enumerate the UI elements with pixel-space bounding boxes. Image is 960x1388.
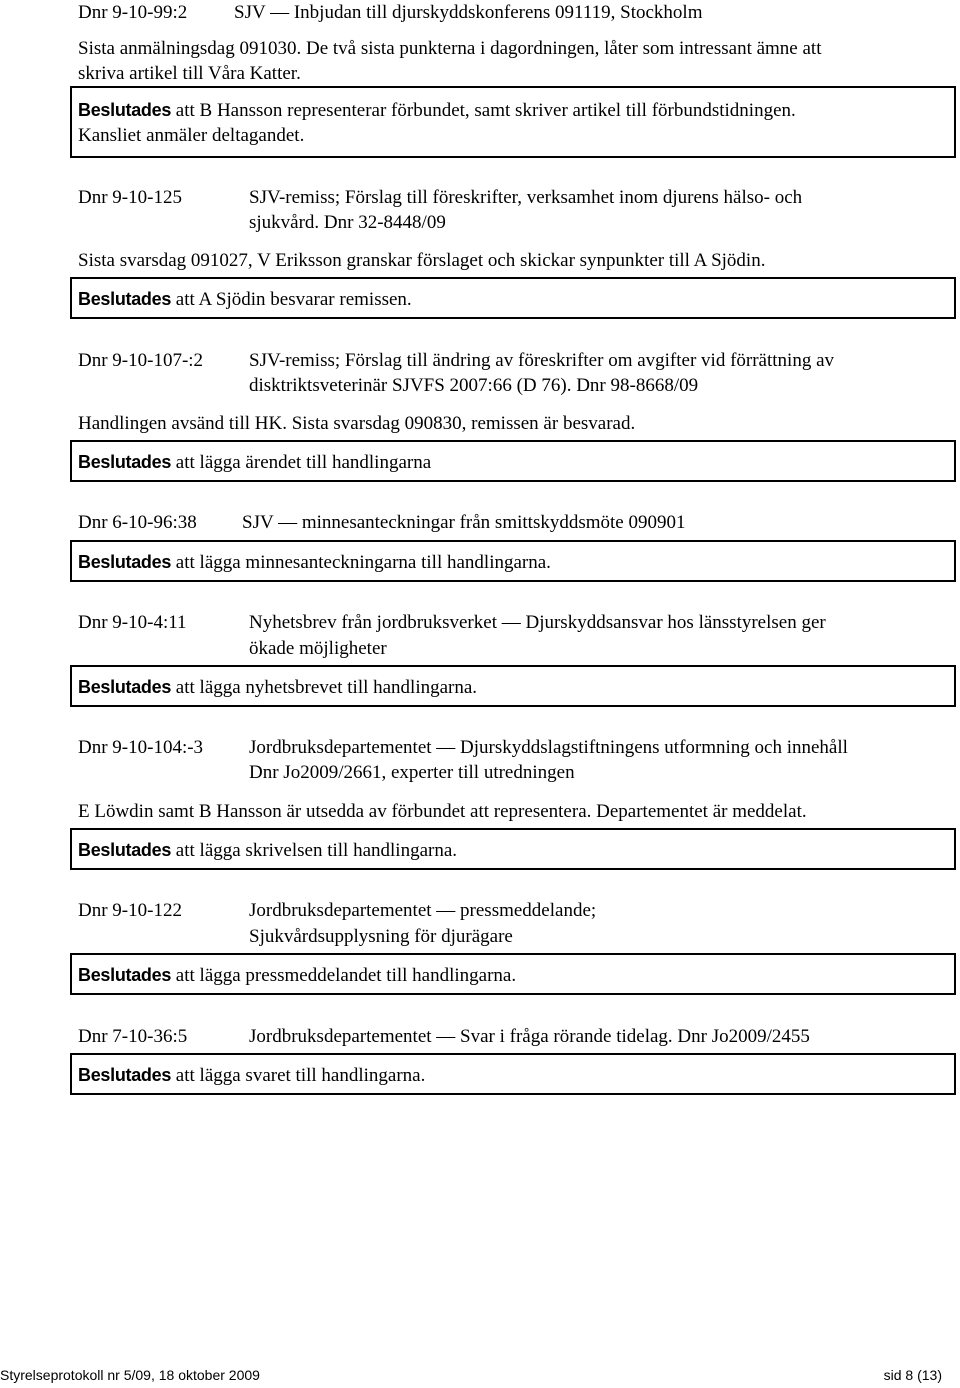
item-title: Jordbruksdepartementet — Djurskyddslagstiftningens utformning och innehåll bbox=[249, 737, 848, 758]
dnr-label: Dnr 6-10-96:38 bbox=[78, 512, 197, 533]
decision-keyword: Beslutades bbox=[78, 1065, 172, 1085]
decision-keyword: Beslutades bbox=[78, 677, 172, 697]
decision-keyword: Beslutades bbox=[78, 452, 172, 472]
decision-text: att A Sjödin besvarar remissen. bbox=[175, 289, 412, 310]
decision-keyword: Beslutades bbox=[78, 840, 172, 860]
item-title: Nyhetsbrev från jordbruksverket — Djurskyddsansvar hos länsstyrelsen ger bbox=[249, 612, 826, 633]
item-title: Dnr Jo2009/2661, experter till utredningen bbox=[249, 762, 575, 783]
item-title: ökade möjligheter bbox=[249, 638, 387, 659]
footer-page-number: sid 8 (13) bbox=[883, 1367, 942, 1383]
decision-line bbox=[78, 674, 477, 701]
decision-line bbox=[78, 837, 457, 864]
dnr-label: Dnr 9-10-99:2 bbox=[78, 2, 188, 23]
item-body: skriva artikel till Våra Katter. bbox=[78, 63, 301, 84]
decision-keyword: Beslutades bbox=[78, 552, 172, 572]
decision-text: att B Hansson representerar förbundet, samt skriver artikel till förbundstidningen. bbox=[175, 100, 796, 121]
decision-text: Kansliet anmäler deltagandet. bbox=[78, 125, 305, 146]
dnr-label: Dnr 9-10-4:11 bbox=[78, 612, 187, 633]
item-title: sjukvård. Dnr 32-8448/09 bbox=[249, 212, 446, 233]
item-title: SJV-remiss; Förslag till föreskrifter, verksamhet inom djurens hälso- och bbox=[249, 187, 803, 208]
decision-text: att lägga skrivelsen till handlingarna. bbox=[175, 840, 458, 861]
decision-text: att lägga svaret till handlingarna. bbox=[175, 1065, 426, 1086]
item-title: SJV — Inbjudan till djurskyddskonferens 091119, Stockholm bbox=[234, 2, 703, 23]
decision-text: att lägga ärendet till handlingarna bbox=[175, 452, 432, 473]
dnr-label: Dnr 9-10-104:-3 bbox=[78, 737, 204, 758]
dnr-label: Dnr 9-10-125 bbox=[78, 187, 182, 208]
decision-text: att lägga nyhetsbrevet till handlingarna. bbox=[175, 677, 478, 698]
item-title: Sjukvårdsupplysning för djurägare bbox=[249, 926, 513, 947]
decision-text: att lägga minnesanteckningarna till handlingarna. bbox=[175, 552, 551, 573]
dnr-label: Dnr 7-10-36:5 bbox=[78, 1026, 188, 1047]
decision-line bbox=[78, 1062, 425, 1089]
item-title: Jordbruksdepartementet — pressmeddelande; bbox=[249, 900, 597, 921]
item-title: SJV — minnesanteckningar från smittskyddsmöte 090901 bbox=[242, 512, 686, 533]
dnr-label: Dnr 9-10-107-:2 bbox=[78, 350, 204, 371]
dnr-label: Dnr 9-10-122 bbox=[78, 900, 182, 921]
decision-keyword: Beslutades bbox=[78, 100, 172, 120]
decision-text: att lägga pressmeddelandet till handlingarna. bbox=[175, 965, 517, 986]
footer-left: Styrelseprotokoll nr 5/09, 18 oktober 2009 bbox=[0, 1367, 260, 1383]
decision-line bbox=[78, 97, 796, 124]
decision-line bbox=[78, 286, 412, 313]
item-title: disktriktsveterinär SJVFS 2007:66 (D 76). Dnr 98-8668/09 bbox=[249, 375, 699, 396]
item-title: Jordbruksdepartementet — Svar i fråga rörande tidelag. Dnr Jo2009/2455 bbox=[249, 1026, 810, 1047]
decision-line bbox=[78, 549, 551, 576]
decision-line bbox=[78, 449, 431, 476]
decision-keyword: Beslutades bbox=[78, 965, 172, 985]
item-body: Sista svarsdag 091027, V Eriksson granskar förslaget och skickar synpunkter till A Sjödin. bbox=[78, 250, 766, 271]
decision-keyword: Beslutades bbox=[78, 289, 172, 309]
item-body: Sista anmälningsdag 091030. De två sista punkterna i dagordningen, låter som intressant ämne att bbox=[78, 38, 822, 59]
item-body: E Löwdin samt B Hansson är utsedda av förbundet att representera. Departementet är meddelat. bbox=[78, 801, 807, 822]
decision-line bbox=[78, 962, 516, 989]
item-body: Handlingen avsänd till HK. Sista svarsdag 090830, remissen är besvarad. bbox=[78, 413, 636, 434]
item-title: SJV-remiss; Förslag till ändring av föreskrifter om avgifter vid förrättning av bbox=[249, 350, 835, 371]
